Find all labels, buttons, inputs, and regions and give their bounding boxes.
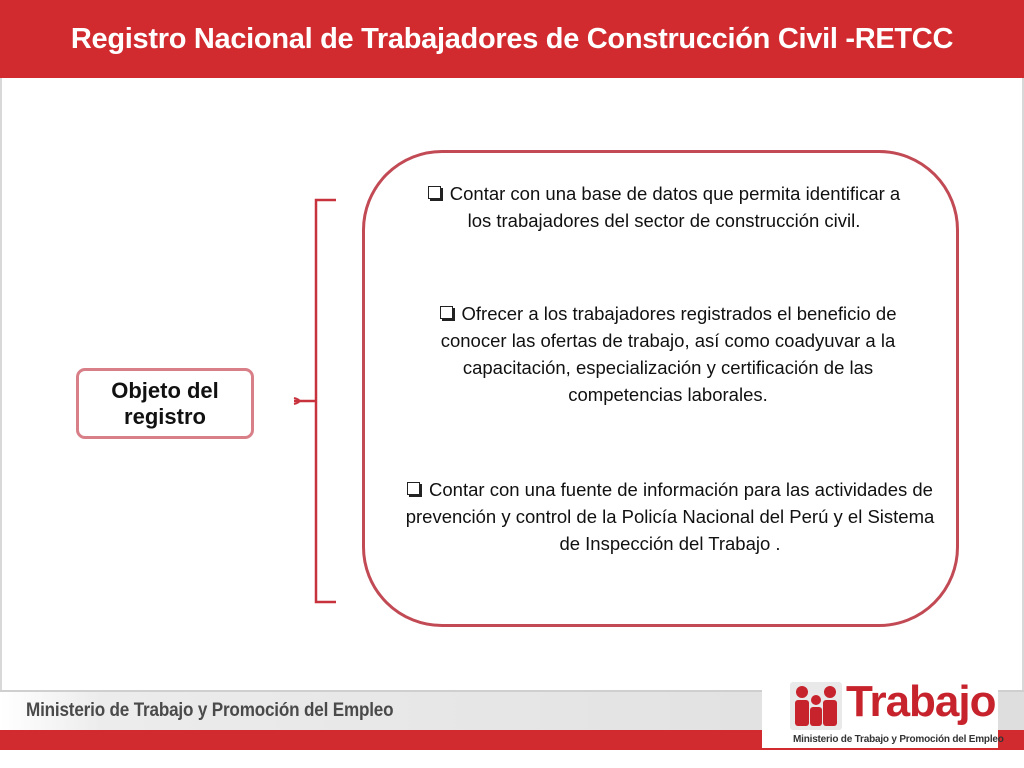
objeto-label-line1: Objeto del xyxy=(111,377,219,403)
footer-ministry-text: Ministerio de Trabajo y Promoción del Empleo xyxy=(26,700,394,721)
objeto-label-line2: registro xyxy=(124,403,206,429)
checkbox-bullet-icon xyxy=(407,482,420,495)
footer-bottom-strip xyxy=(0,750,1024,768)
bullet-text: Ofrecer a los trabajadores registrados el beneficio de conocer las ofertas de trabajo, así como coadyuvar a la capacitación, especialización y certificación de las competencias laborales. xyxy=(440,303,897,405)
page-title: Registro Nacional de Trabajadores de Construcción Civil -RETCC xyxy=(70,23,954,55)
list-item xyxy=(418,300,918,408)
checkbox-bullet-icon xyxy=(440,306,453,319)
bullet-text: Contar con una fuente de información para las actividades de prevención y control de la Policía Nacional del Perú y el Sistema de Inspección del Trabajo . xyxy=(405,479,935,554)
objeto-registro-box xyxy=(76,368,254,439)
list-item xyxy=(400,476,940,557)
logo-subtitle: Ministerio de Trabajo y Promoción del Empleo xyxy=(793,734,1004,745)
checkbox-bullet-icon xyxy=(428,186,441,199)
list-item xyxy=(424,180,904,234)
logo-wordmark: Trabajo xyxy=(846,677,996,726)
people-logo-icon xyxy=(788,680,844,732)
bullet-text: Contar con una base de datos que permita identificar a los trabajadores del sector de construcción civil. xyxy=(449,183,901,231)
